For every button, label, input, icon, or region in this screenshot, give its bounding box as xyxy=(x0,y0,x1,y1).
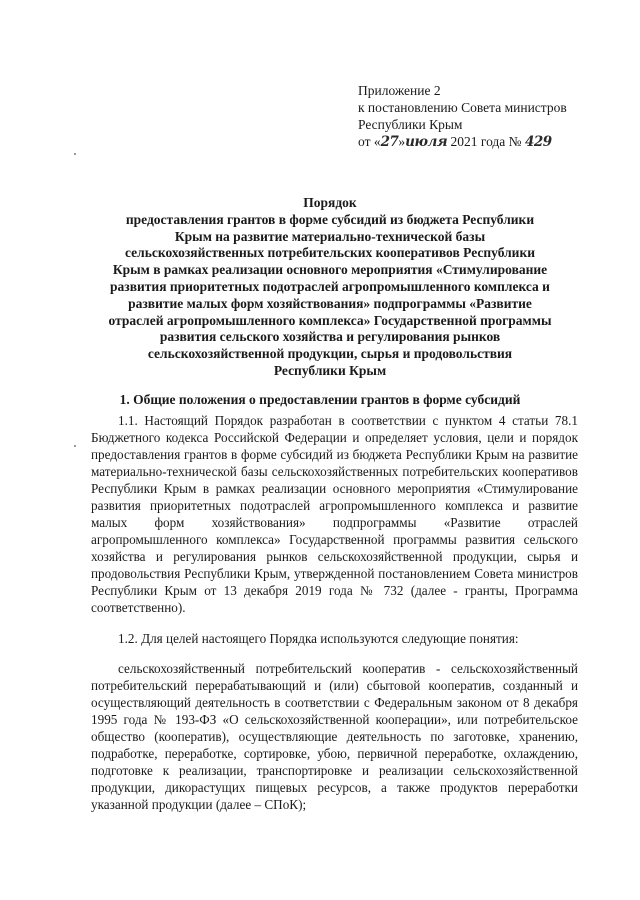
paragraph-1-1: 1.1. Настоящий Порядок разработан в соответствии с пунктом 4 статьи 78.1 Бюджетного кодекса Российской Федерации и определяет условия, цели и порядок предоставления грантов в форме субсидий из бюджета Республики Крым на развитие материально-технической базы сельскохозяйственных потребительских кооперативов Республики Крым в рамках реализации основного мероприятия «Стимулирование развития приоритетных подотраслей агропромышленного комплекса и развитие малых форм хозяйствования» подпрограммы «Развитие отраслей агропромышленного комплекса» Государственной программы развития сельского хозяйства и регулирования рынков сельскохозяйственной продукции, сырья и продовольствия Республики Крым, утвержденной постановлением Совета министров Республики Крым от 13 декабря 2019 года № 732 (далее - гранты, Программа соответственно). xyxy=(91,413,578,615)
scan-mark xyxy=(74,445,76,447)
title-line: сельскохозяйственных потребительских кооперативов Республики xyxy=(124,245,536,261)
appendix-line-1: Приложение 2 xyxy=(358,83,441,98)
title-line: Республики Крым xyxy=(273,362,387,378)
title-line: Крым на развитие материально-технической базы xyxy=(174,228,486,244)
appendix-line-2: к постановлению Совета министров xyxy=(358,100,567,115)
date-year-text: 2021 года № xyxy=(447,134,525,149)
appendix-block xyxy=(358,82,628,151)
title-line: Крым в рамках реализации основного мероприятия «Стимулирование xyxy=(112,262,548,278)
date-prefix: от « xyxy=(358,134,381,149)
scan-mark xyxy=(74,153,76,155)
date-mid: » xyxy=(398,134,406,149)
document-number-handwritten: 429 xyxy=(524,134,552,150)
date-month-handwritten: июля xyxy=(405,134,448,150)
title-line: предоставления грантов в форме субсидий из бюджета Республики xyxy=(125,211,535,227)
title-line: отраслей агропромышленного комплекса» Государственной программы xyxy=(108,312,552,328)
date-day-handwritten: 27 xyxy=(380,134,399,150)
title-line: развития приоритетных подотраслей агропромышленного комплекса и xyxy=(110,278,550,294)
title-line: развитие малых форм хозяйствования» подпрограммы «Развитие xyxy=(128,295,532,311)
appendix-date-line xyxy=(358,133,628,151)
title-heading: Порядок xyxy=(303,195,357,210)
paragraph-1-2: 1.2. Для целей настоящего Порядка используются следующие понятия: xyxy=(118,631,519,646)
document-title xyxy=(95,195,565,380)
title-line: сельскохозяйственной продукции, сырья и продовольствия xyxy=(147,346,513,362)
paragraph-definition-spok: сельскохозяйственный потребительский кооператив - сельскохозяйственный потребительский перерабатывающий и (или) сбытовой кооператив, созданный и осуществляющий деятельность в соответствии с Федеральным законом от 8 декабря 1995 года № 193-ФЗ «О сельскохозяйственной кооперации», или потребительское общество (кооператив), осуществляющие деятельность по заготовке, хранению, подработке, переработке, сортировке, убою, первичной переработке, охлаждению, подготовке к реализации, транспортировке и реализации сельскохозяйственной продукции, дикорастущих пищевых ресурсов, а также продуктов переработки указанной продукции (далее – СПоК); xyxy=(91,661,578,812)
title-line: развития сельского хозяйства и регулирования рынков xyxy=(159,329,501,345)
section-1-heading: 1. Общие положения о предоставлении грантов в форме субсидий xyxy=(119,392,521,407)
appendix-line-3: Республики Крым xyxy=(358,117,463,132)
